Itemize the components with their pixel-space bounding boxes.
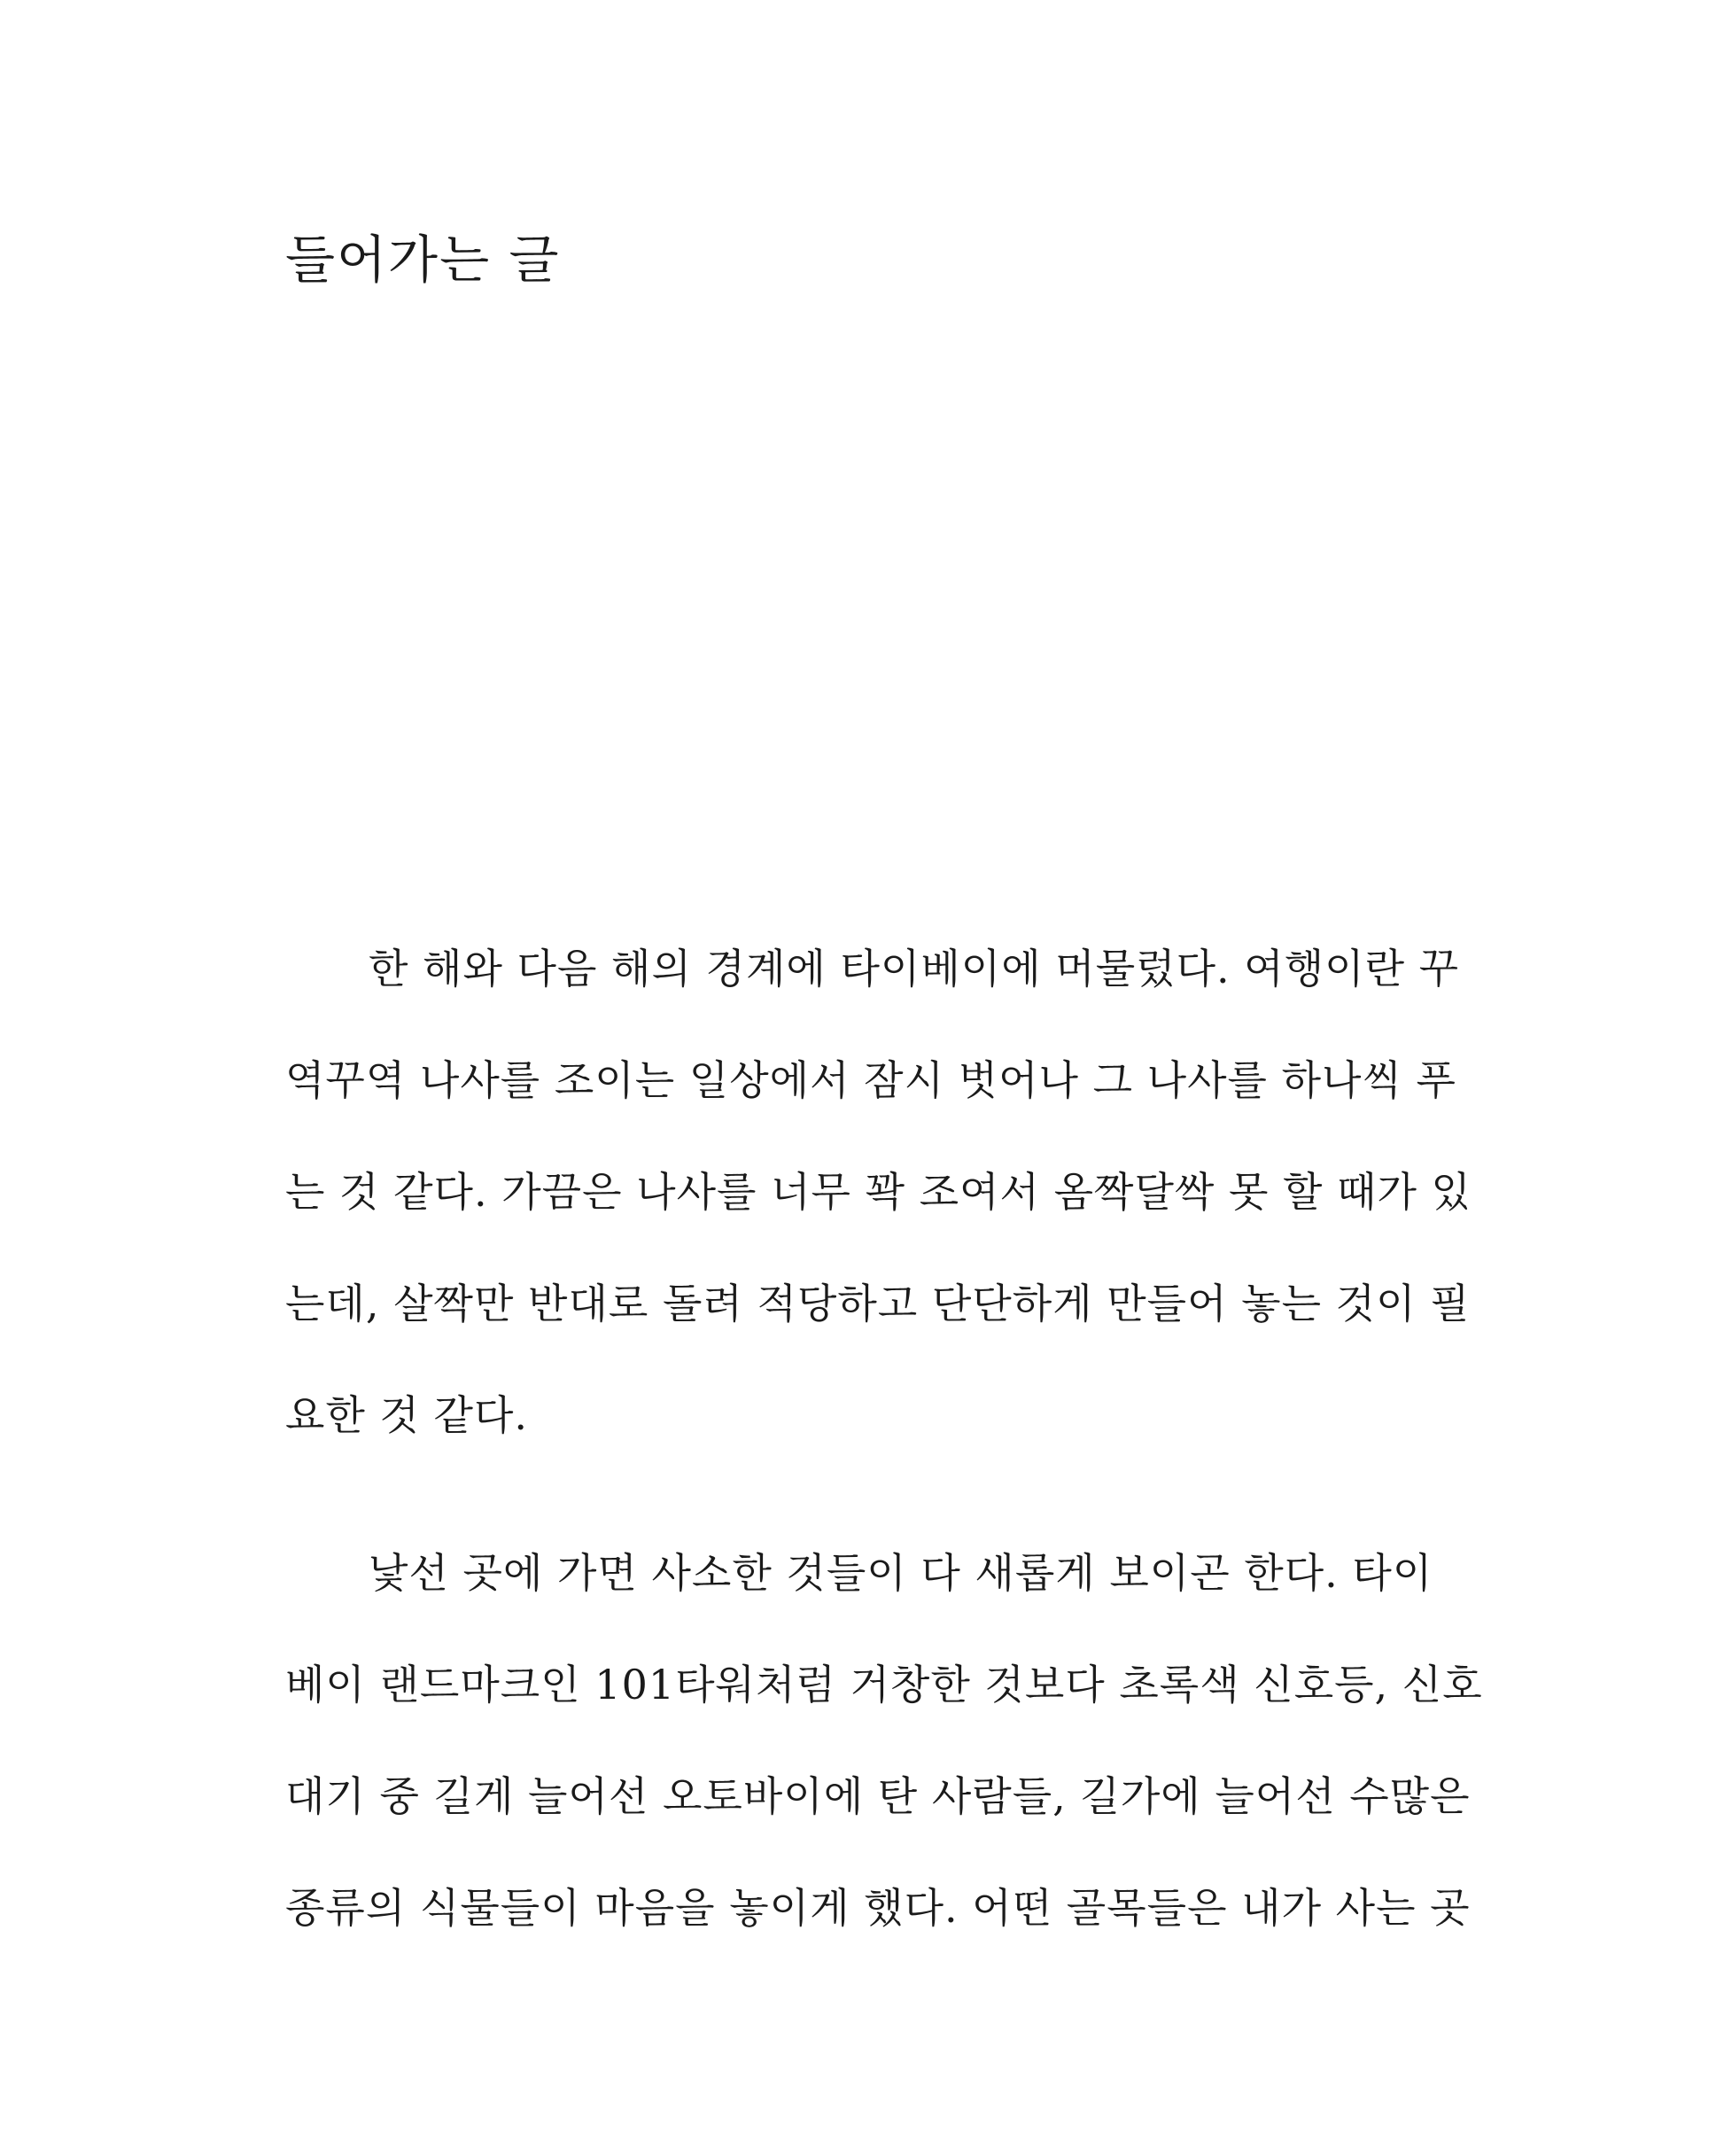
text-line: 낯선 곳에 가면 사소한 것들이 다 새롭게 보이곤 한다. 타이 [369,1549,1433,1597]
text-line: 종류의 식물들이 마음을 놓이게 했다. 어떤 골목들은 내가 사는 곳 [285,1884,1471,1932]
text-line: 베이 랜드마크인 101타워처럼 거창한 것보다 초록색 신호등, 신호 [285,1661,1483,1708]
text-line: 요한 것 같다. [285,1391,529,1439]
paragraph-2 [285,1542,1483,1989]
text-line: 는 것 같다. 가끔은 나사를 너무 꽉 조여서 옴짝달싹 못 할 때가 있 [285,1168,1472,1216]
text-line: 역꾸역 나사를 조이는 일상에서 잠시 벗어나 그 나사를 하나씩 푸 [285,1056,1456,1104]
page-title: 들어가는 글 [285,230,561,290]
text-line: 대기 중 길게 늘어선 오토바이에 탄 사람들, 길가에 늘어선 수많은 [285,1772,1471,1820]
text-line: 는데, 살짝만 반대로 돌려 적당하고 단단하게 만들어 놓는 것이 필 [285,1280,1471,1327]
text-line: 한 해와 다음 해의 경계에 타이베이에 머물렀다. 여행이란 꾸 [369,945,1460,992]
paragraph-1 [285,938,1472,1496]
